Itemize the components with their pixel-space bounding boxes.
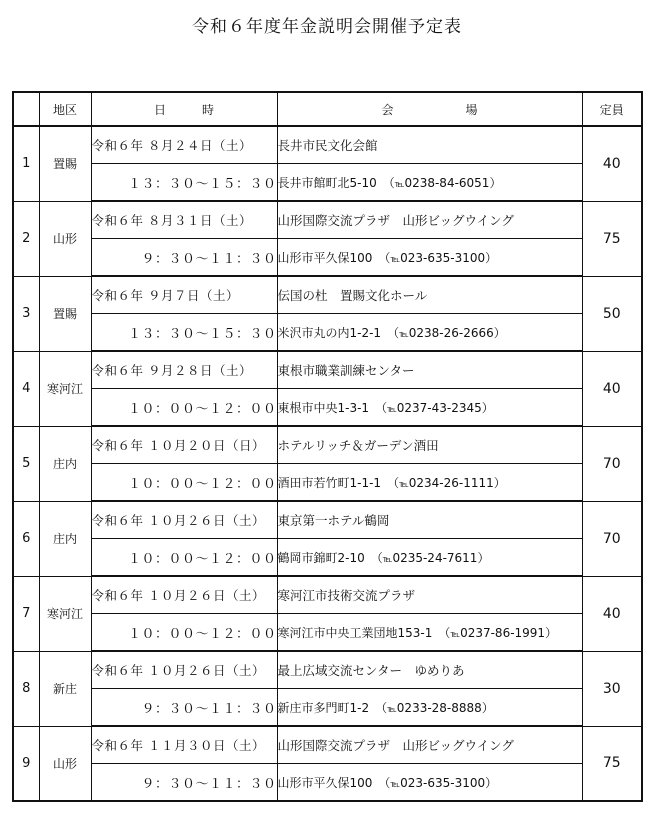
header-capacity: 定員 (582, 92, 642, 126)
row-address (277, 614, 582, 652)
row-capacity: 70 (582, 501, 642, 576)
tel-icon: ℡ (450, 629, 461, 640)
row-date: 令和６年 １０月２０日（日） (91, 426, 277, 464)
row-tel: 023-635-3100 (400, 250, 486, 265)
page-title: 令和６年度年金説明会開催予定表 (192, 17, 462, 37)
row-date: 令和６年 ９月２８日（土） (91, 351, 277, 389)
tel-icon: ℡ (394, 179, 405, 190)
row-number: 9 (13, 726, 39, 801)
row-address-text: 米沢市丸の内1-2-1 (277, 325, 382, 340)
row-address-text: 長井市館町北5-10 (277, 175, 377, 190)
row-address (277, 389, 582, 427)
row-address (277, 239, 582, 277)
table-row (13, 576, 642, 614)
row-venue: 最上広域交流センター ゆめりあ (277, 651, 582, 689)
row-tel-open: （ (364, 550, 383, 565)
table-row (13, 651, 642, 689)
row-tel: 0233-28-8888 (396, 700, 482, 715)
table-row-detail (13, 464, 642, 502)
row-time: １３：３０～１５：３０ (91, 164, 277, 202)
row-time: ９：３０～１１：３０ (91, 764, 277, 802)
row-tel-close: ） (481, 400, 494, 415)
row-number: 3 (13, 276, 39, 351)
row-time: ９：３０～１１：３０ (91, 689, 277, 727)
row-address (277, 164, 582, 202)
schedule-table (12, 91, 643, 802)
table-row-detail (13, 239, 642, 277)
row-venue: 寒河江市技術交流プラザ (277, 576, 582, 614)
row-tel: 023-635-3100 (400, 775, 486, 790)
table-row-detail (13, 764, 642, 802)
row-tel-close: ） (493, 475, 506, 490)
tel-icon: ℡ (387, 704, 397, 715)
row-time: １０：００～１２：００ (91, 539, 277, 577)
row-tel-open: （ (381, 475, 400, 490)
row-capacity: 40 (582, 351, 642, 426)
row-tel-open: （ (376, 175, 395, 190)
table-body (13, 126, 642, 801)
row-tel-open: （ (372, 775, 391, 790)
row-address-text: 新庄市多門町1-2 (277, 700, 370, 715)
row-tel: 0238-84-6051 (404, 175, 490, 190)
row-time: １０：００～１２：００ (91, 389, 277, 427)
row-tel-close: ） (489, 175, 502, 190)
row-address-text: 鶴岡市錦町2-10 (277, 550, 365, 565)
row-capacity: 75 (582, 201, 642, 276)
row-date: 令和６年 １１月３０日（土） (91, 726, 277, 764)
table-row (13, 426, 642, 464)
row-region: 置賜 (39, 126, 91, 201)
tel-icon: ℡ (390, 254, 401, 265)
table-row-detail (13, 689, 642, 727)
row-capacity: 50 (582, 276, 642, 351)
table-row-detail (13, 614, 642, 652)
table-row (13, 501, 642, 539)
table-row (13, 351, 642, 389)
row-tel-open: （ (381, 325, 400, 340)
tel-icon: ℡ (390, 779, 401, 790)
row-venue: 東根市職業訓練センター (277, 351, 582, 389)
row-date: 令和６年 １０月２６日（土） (91, 651, 277, 689)
row-tel-open: （ (432, 625, 451, 640)
row-region: 庄内 (39, 501, 91, 576)
row-date: 令和６年 １０月２６日（土） (91, 576, 277, 614)
row-time: ９：３０～１１：３０ (91, 239, 277, 277)
row-tel-close: ） (493, 325, 506, 340)
header-no (13, 92, 39, 126)
row-capacity: 70 (582, 426, 642, 501)
row-tel-close: ） (477, 550, 490, 565)
table-row-detail (13, 164, 642, 202)
table-row (13, 276, 642, 314)
row-region: 庄内 (39, 426, 91, 501)
row-address-text: 山形市平久保100 (277, 250, 373, 265)
row-number: 7 (13, 576, 39, 651)
tel-icon: ℡ (387, 404, 397, 415)
row-date: 令和６年 ９月７日（土） (91, 276, 277, 314)
tel-icon: ℡ (382, 554, 393, 565)
row-number: 5 (13, 426, 39, 501)
table-header-row (13, 92, 642, 126)
header-region: 地区 (39, 92, 91, 126)
tel-icon: ℡ (399, 329, 409, 340)
header-datetime: 日 時 (91, 92, 277, 126)
table-row (13, 126, 642, 164)
row-tel: 0234-26-1111 (408, 475, 494, 490)
row-tel-close: ） (485, 775, 498, 790)
row-tel-close: ） (481, 700, 494, 715)
row-venue: 伝国の杜 置賜文化ホール (277, 276, 582, 314)
table-row (13, 726, 642, 764)
row-region: 寒河江 (39, 351, 91, 426)
row-tel-close: ） (545, 625, 558, 640)
row-tel: 0238-26-2666 (408, 325, 494, 340)
table-row-detail (13, 539, 642, 577)
row-tel-close: ） (485, 250, 498, 265)
row-venue: 山形国際交流プラザ 山形ビッグウイング (277, 201, 582, 239)
row-date: 令和６年 １０月２６日（土） (91, 501, 277, 539)
table-row-detail (13, 389, 642, 427)
row-venue: 山形国際交流プラザ 山形ビッグウイング (277, 726, 582, 764)
row-time: １０：００～１２：００ (91, 464, 277, 502)
row-address (277, 539, 582, 577)
row-region: 山形 (39, 201, 91, 276)
row-address (277, 314, 582, 352)
row-venue: 東京第一ホテル鶴岡 (277, 501, 582, 539)
row-region: 置賜 (39, 276, 91, 351)
row-tel-open: （ (369, 400, 388, 415)
row-number: 1 (13, 126, 39, 201)
row-tel: 0235-24-7611 (392, 550, 478, 565)
row-address-text: 山形市平久保100 (277, 775, 373, 790)
row-region: 新庄 (39, 651, 91, 726)
row-date: 令和６年 ８月３１日（土） (91, 201, 277, 239)
row-capacity: 30 (582, 651, 642, 726)
table-row-detail (13, 314, 642, 352)
row-time: １０：００～１２：００ (91, 614, 277, 652)
row-number: 8 (13, 651, 39, 726)
row-time: １３：３０～１５：３０ (91, 314, 277, 352)
row-number: 6 (13, 501, 39, 576)
row-number: 2 (13, 201, 39, 276)
row-address (277, 689, 582, 727)
row-address-text: 寒河江市中央工業団地153-1 (277, 625, 433, 640)
row-venue: ホテルリッチ＆ガーデン酒田 (277, 426, 582, 464)
row-region: 山形 (39, 726, 91, 801)
row-tel: 0237-86-1991 (460, 625, 546, 640)
tel-icon: ℡ (399, 479, 409, 490)
row-address (277, 464, 582, 502)
table-row (13, 201, 642, 239)
row-capacity: 40 (582, 576, 642, 651)
row-number: 4 (13, 351, 39, 426)
row-venue: 長井市民文化会館 (277, 126, 582, 164)
row-address-text: 酒田市若竹町1-1-1 (277, 475, 382, 490)
header-venue: 会 場 (277, 92, 582, 126)
row-address-text: 東根市中央1-3-1 (277, 400, 370, 415)
row-tel-open: （ (369, 700, 388, 715)
row-tel: 0237-43-2345 (396, 400, 482, 415)
row-region: 寒河江 (39, 576, 91, 651)
row-address (277, 764, 582, 802)
row-capacity: 75 (582, 726, 642, 801)
row-tel-open: （ (372, 250, 391, 265)
row-date: 令和６年 ８月２４日（土） (91, 126, 277, 164)
row-capacity: 40 (582, 126, 642, 201)
